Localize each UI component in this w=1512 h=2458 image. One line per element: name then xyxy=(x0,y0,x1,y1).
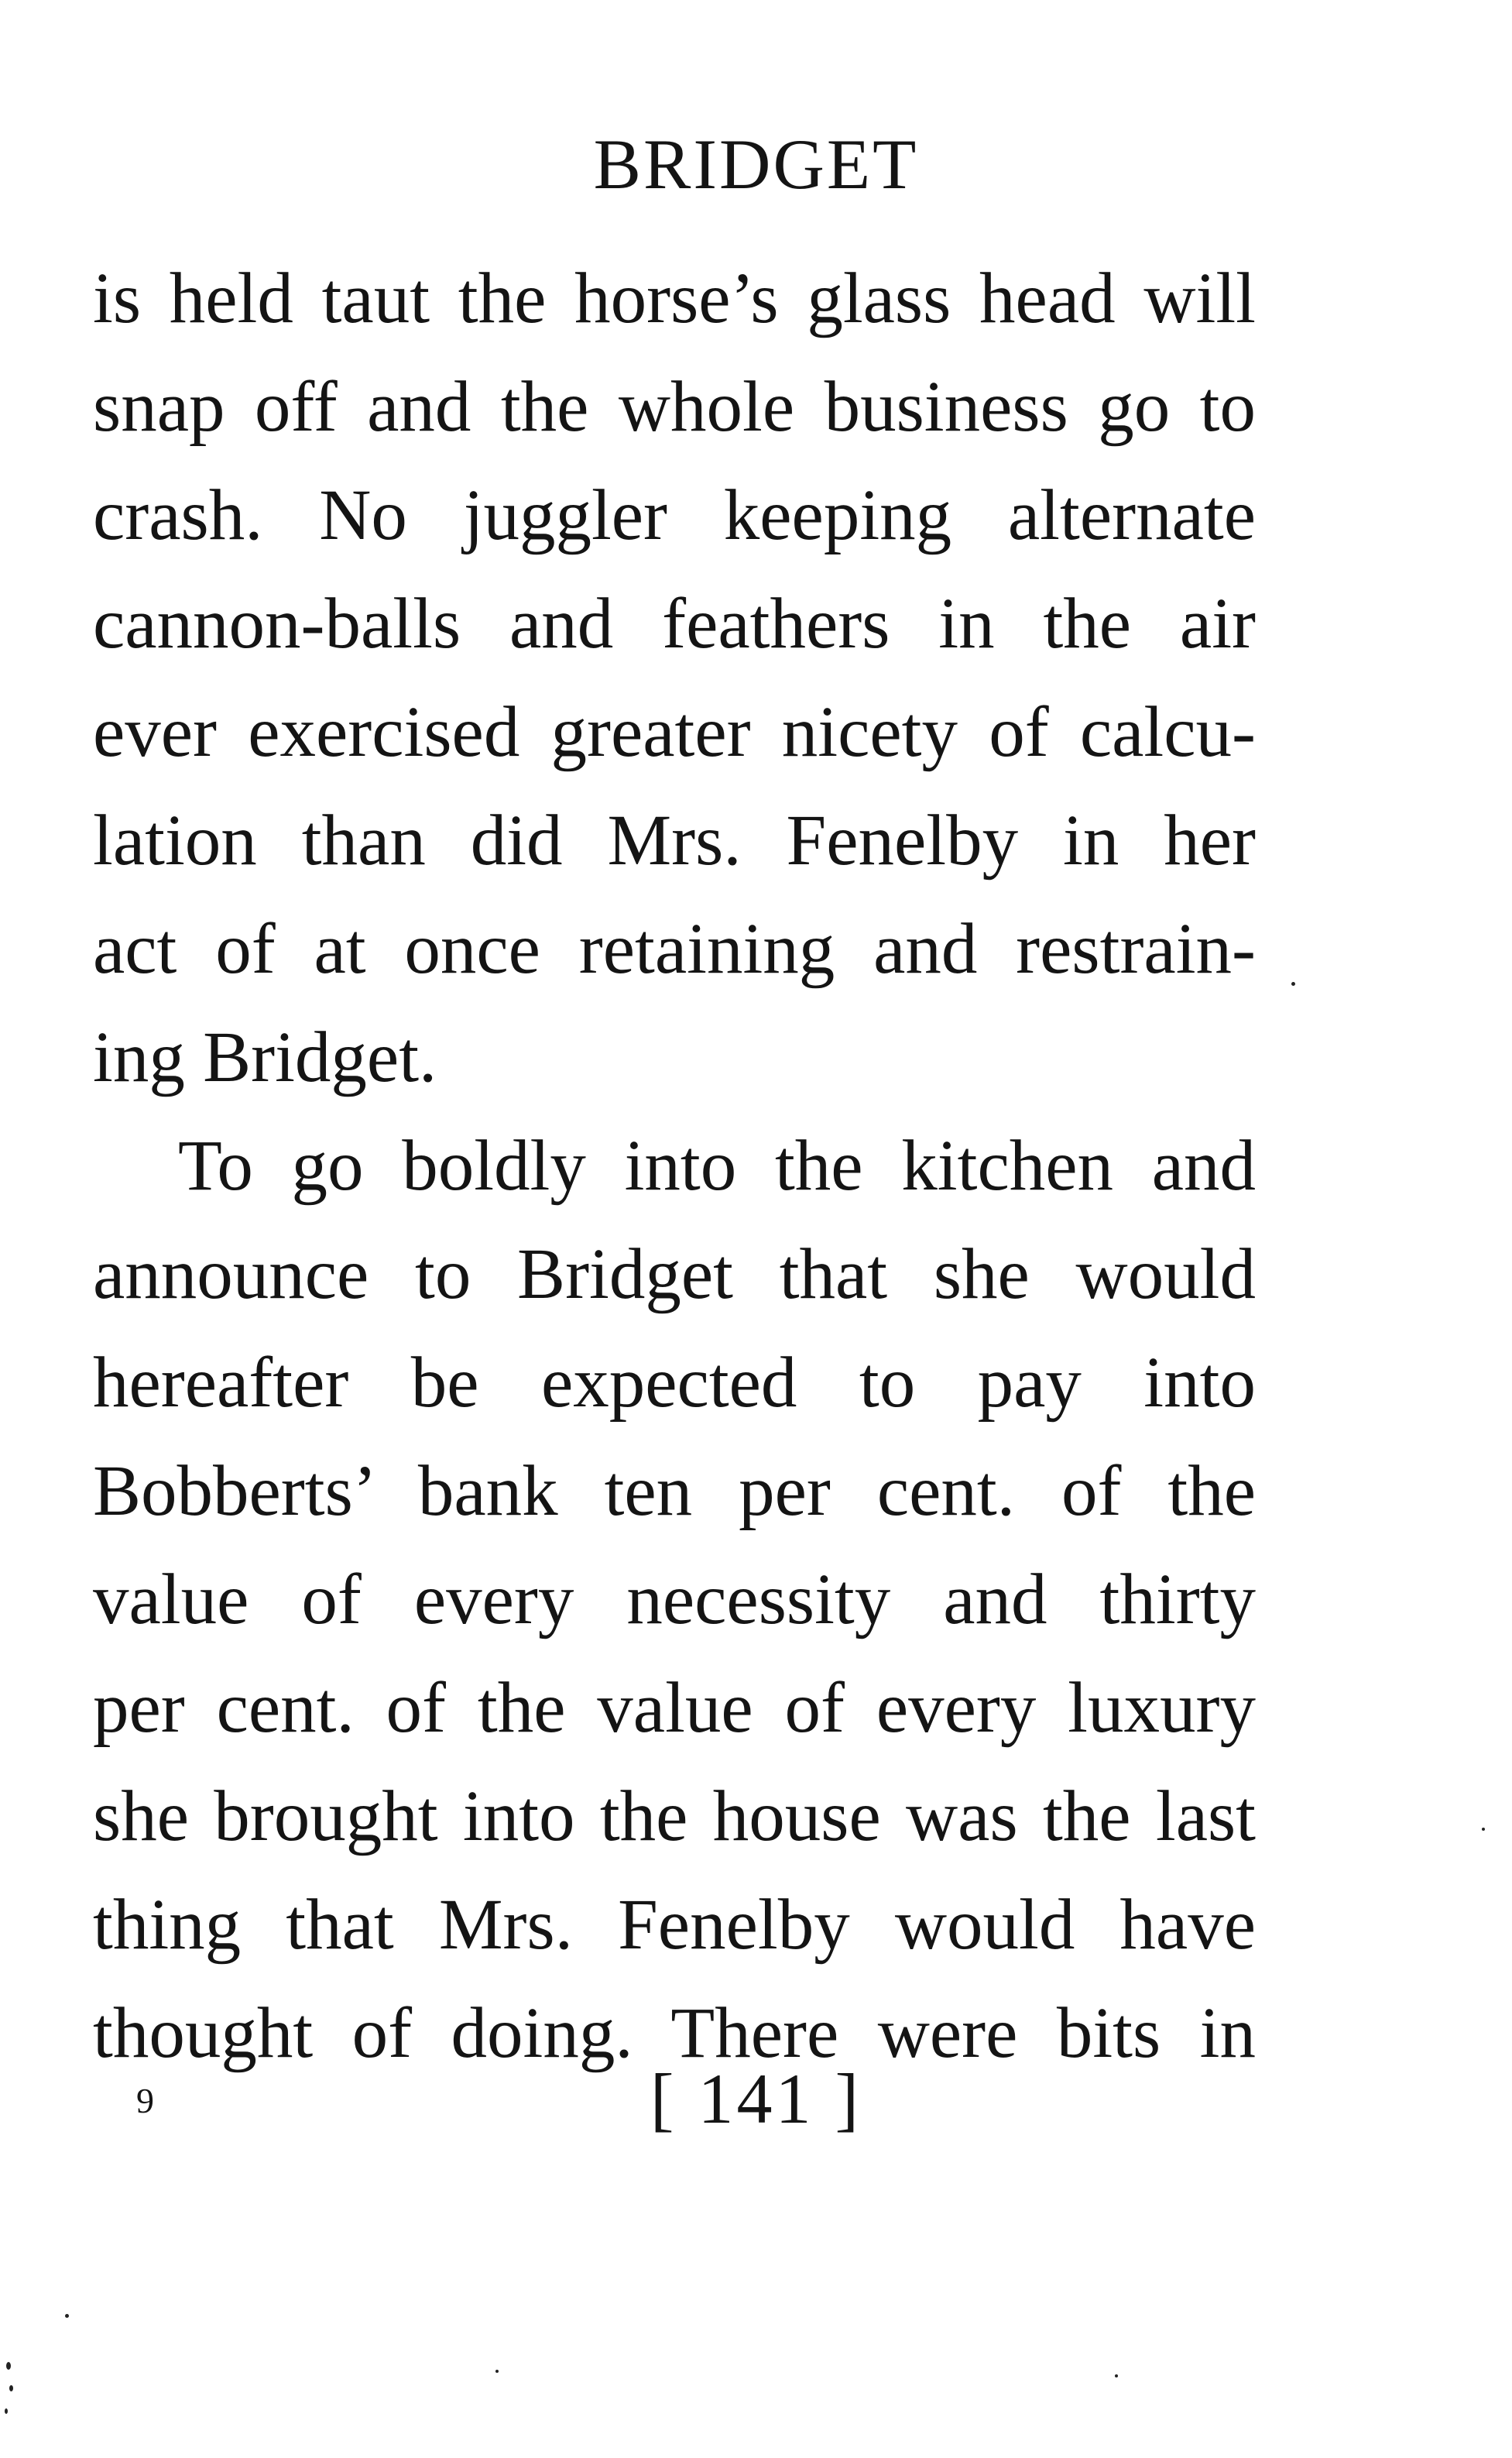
body-text xyxy=(93,245,1256,2088)
text-line: Bobberts’ bank ten per cent. of the xyxy=(93,1451,1256,1531)
print-speck xyxy=(5,2408,8,2414)
text-line: cannon-balls and feathers in the air xyxy=(93,584,1256,664)
print-speck xyxy=(1291,982,1295,986)
text-line: thought of doing. There were bits in xyxy=(93,1993,1256,2073)
text-line: lation than did Mrs. Fenelby in her xyxy=(93,801,1256,881)
print-speck xyxy=(9,2385,13,2391)
text-line: act of at once retaining and restrain- xyxy=(93,909,1256,989)
paragraph-first-line: To go boldly into the kitchen and xyxy=(178,1126,1256,1206)
text-line: she brought into the house was the last xyxy=(93,1777,1256,1856)
print-speck xyxy=(65,2314,69,2318)
text-line: value of every necessity and thirty xyxy=(93,1560,1256,1639)
print-speck xyxy=(1482,1828,1485,1831)
text-line: announce to Bridget that she would xyxy=(93,1234,1256,1314)
text-line: is held taut the horse’s glass head will xyxy=(93,259,1256,338)
text-line: ever exercised greater nicety of calcu- xyxy=(93,692,1256,772)
text-line: per cent. of the value of every luxury xyxy=(93,1668,1256,1748)
text-line: hereafter be expected to pay into xyxy=(93,1343,1256,1423)
print-speck xyxy=(1115,2374,1118,2377)
print-speck xyxy=(495,2370,499,2373)
text-line: ing Bridget. xyxy=(93,1018,437,1097)
print-speck xyxy=(6,2362,11,2370)
signature-mark: 9 xyxy=(136,2081,154,2120)
running-head: BRIDGET xyxy=(593,125,919,204)
text-line: thing that Mrs. Fenelby would have xyxy=(93,1885,1256,1965)
text-line: snap off and the whole business go to xyxy=(93,367,1256,447)
page-number: [ 141 ] xyxy=(650,2059,862,2138)
text-line: crash. No juggler keeping alternate xyxy=(93,475,1256,555)
